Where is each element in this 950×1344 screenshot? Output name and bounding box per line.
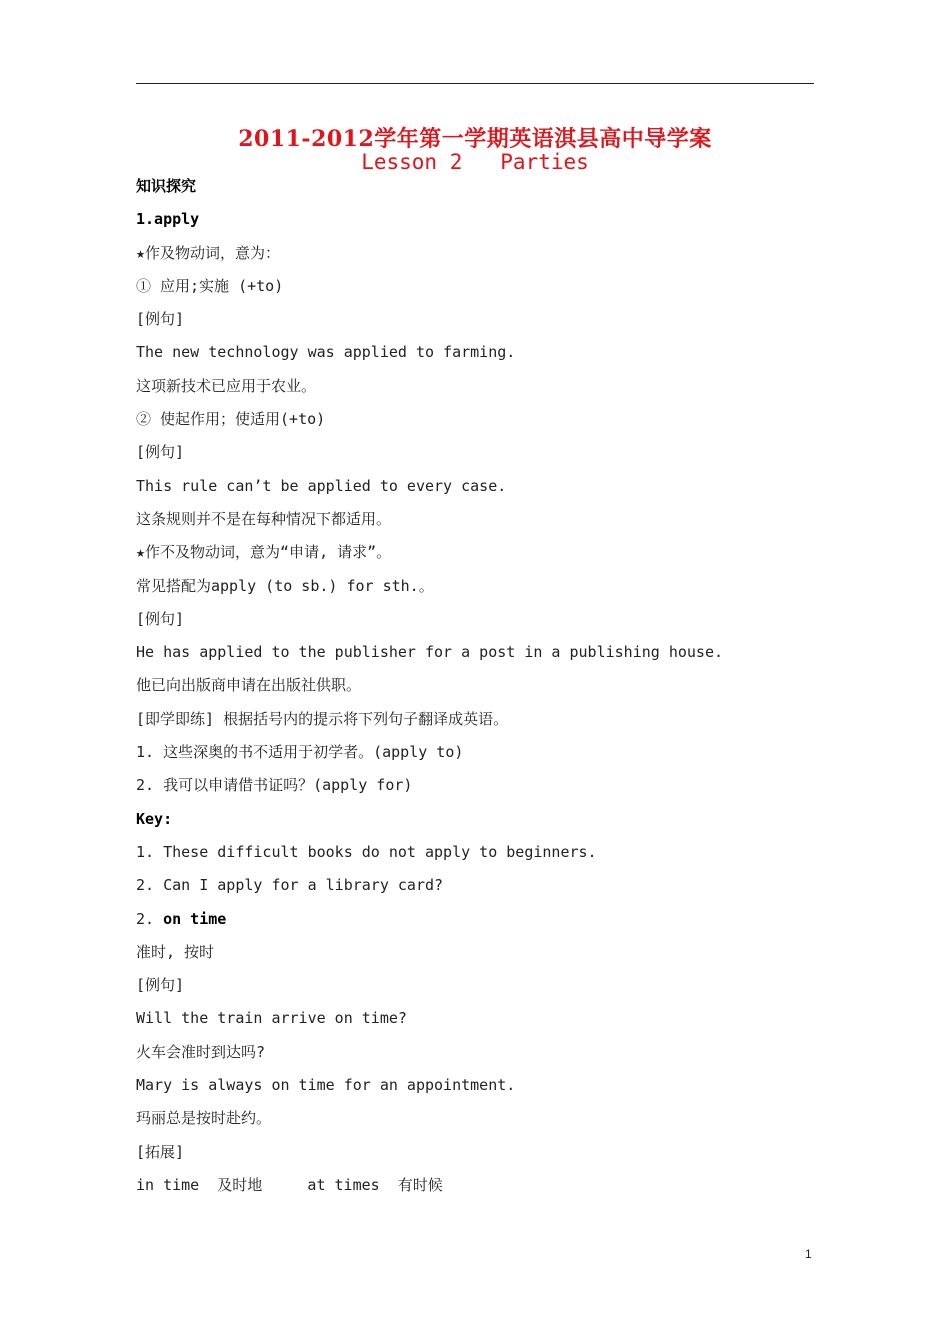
document-body — [136, 175, 826, 1207]
text-line: 常见搭配为apply (to sb.) for sth.。 — [136, 576, 434, 595]
example-translation: 这条规则并不是在每种情况下都适用。 — [136, 509, 392, 528]
text-line: ① 应用;实施 (+to) — [136, 276, 284, 295]
vocab-heading-on-time — [136, 908, 826, 941]
exercise-item: 2. 我可以申请借书证吗？(apply for) — [136, 776, 413, 795]
text-line: 准时, 按时 — [136, 942, 215, 961]
example-label: [例句] — [136, 976, 185, 995]
example-sentence: The new technology was applied to farming. — [136, 343, 516, 362]
document-subtitle: Lesson 2 Parties — [361, 150, 589, 174]
example-translation: 玛丽总是按时赴约。 — [136, 1109, 272, 1128]
vocab-term: on time — [163, 909, 227, 928]
key-answer: 2. Can I apply for a library card? — [136, 876, 444, 895]
exercise-item: 1. 这些深奥的书不适用于初学者。(apply to) — [136, 743, 464, 762]
vocab-number: 2. — [136, 909, 164, 928]
example-translation: 这项新技术已应用于农业。 — [136, 376, 317, 395]
extension-label: [拓展] — [136, 1142, 185, 1161]
header-rule — [136, 83, 814, 84]
example-sentence: Mary is always on time for an appointment. — [136, 1076, 516, 1095]
document-title: 2011-2012学年第一学期英语淇县高中导学案 — [238, 126, 712, 152]
extension-line: in time 及时地 at times 有时候 — [136, 1175, 443, 1194]
example-label: [例句] — [136, 310, 185, 329]
text-line: ★作及物动词，意为： — [136, 243, 281, 262]
exercise-instruction: [即学即练] 根据括号内的提示将下列句子翻译成英语。 — [136, 709, 509, 728]
example-sentence: He has applied to the publisher for a post in a publishing house. — [136, 643, 723, 662]
section-heading: 知识探究 — [136, 177, 197, 195]
example-translation: 他已向出版商申请在出版社供职。 — [136, 676, 362, 695]
example-label: [例句] — [136, 609, 185, 628]
example-label: [例句] — [136, 443, 185, 462]
page-number: 1 — [805, 1247, 812, 1261]
text-line: ★作不及物动词，意为“申请, 请求”。 — [136, 543, 392, 562]
key-answer: 1. These difficult books do not apply to beginners. — [136, 842, 597, 861]
example-translation: 火车会准时到达吗? — [136, 1042, 266, 1061]
text-line: ② 使起作用；使适用(+to) — [136, 410, 326, 429]
vocab-heading-apply: 1.apply — [136, 210, 200, 229]
example-sentence: Will the train arrive on time? — [136, 1009, 407, 1028]
example-sentence: This rule can’t be applied to every case. — [136, 476, 507, 495]
key-heading: Key: — [136, 809, 173, 828]
